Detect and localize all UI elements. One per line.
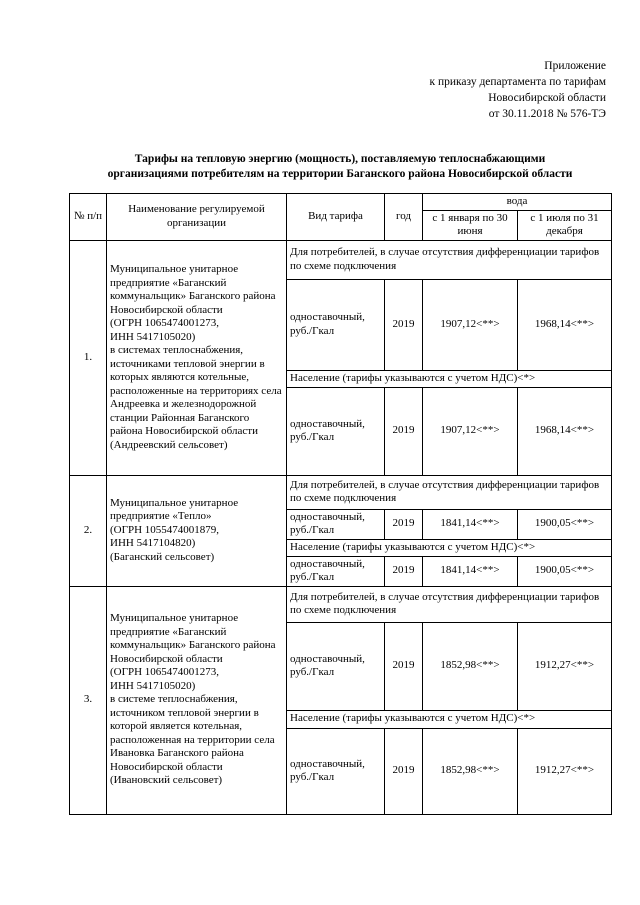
tariff-year: 2019 [385,622,423,710]
organization-line: в системах теплоснабжения, источниками тепловой энергии в которых являются котельные, расположенные на территориях села Андреевка и железнодорожной станции Районная Баганского района Новосибирской области [110,344,282,437]
header-org: Наименование регулируемой организации [107,194,287,241]
tariff-type: одноставочный, руб./Гкал [287,728,385,814]
organization-line: (ОГРН 1065474001273, [110,317,220,329]
organization-line: Муниципальное унитарное предприятие «Баганский коммунальщик» Баганского района Новосибирской области [110,612,276,665]
tariff-value-period-2: 1912,27<**> [518,622,612,710]
tariff-year: 2019 [385,279,423,370]
population-group-label: Население (тарифы указываются с учетом НДС)<*> [287,539,612,556]
tariff-type: одноставочный, руб./Гкал [287,279,385,370]
appendix-block [429,58,606,122]
header-period-2: с 1 июля по 31 декабря [518,210,612,240]
tariff-value-period-1: 1841,14<**> [423,509,518,539]
organization-line: (ОГРН 1065474001273, [110,666,220,679]
row-number: 1. [70,240,107,475]
tariff-table [69,193,612,815]
title-line: Тарифы на тепловую энергию (мощность), поставляемую теплоснабжающими [134,153,546,165]
organization-line: ИНН 5417105020) [110,679,196,692]
tariff-value-period-1: 1907,12<**> [423,279,518,370]
organization-line: ИНН 5417104820) [110,537,196,550]
tariff-value-period-1: 1841,14<**> [423,556,518,586]
organization-name [107,586,287,814]
tariff-type: одноставочный, руб./Гкал [287,387,385,475]
header-water: вода [423,194,612,211]
organization-line: (Андреевский сельсовет) [110,438,228,451]
organization-line: в системе теплоснабжения, источником тепловой энергии в которой является котельная, расположенная на территории села Ивановка Баганского района Новосибирской области [110,693,275,773]
tariff-type: одноставочный, руб./Гкал [287,556,385,586]
document-title [70,152,610,182]
appendix-line: Приложение [544,60,606,72]
tariff-year: 2019 [385,387,423,475]
tariff-year: 2019 [385,509,423,539]
tariff-value-period-2: 1912,27<**> [518,728,612,814]
tariff-value-period-1: 1852,98<**> [423,622,518,710]
population-group-label: Население (тарифы указываются с учетом НДС)<*> [287,710,612,728]
organization-name [107,475,287,586]
tariff-year: 2019 [385,728,423,814]
row-number: 2. [70,475,107,586]
row-number: 3. [70,586,107,814]
organization-line: (ОГРН 1055474001879, [110,523,220,536]
tariff-value-period-2: 1900,05<**> [518,509,612,539]
population-group-label: Население (тарифы указываются с учетом НДС)<*> [287,370,612,387]
tariff-value-period-1: 1907,12<**> [423,387,518,475]
tariff-type: одноставочный, руб./Гкал [287,622,385,710]
consumer-group-label: Для потребителей, в случае отсутствия дифференциации тарифов по схеме подключения [287,240,612,279]
header-period-1: с 1 января по 30 июня [423,210,518,240]
consumer-group-label: Для потребителей, в случае отсутствия дифференциации тарифов по схеме подключения [287,586,612,622]
header-year: год [385,194,423,241]
tariff-value-period-2: 1900,05<**> [518,556,612,586]
organization-line: Муниципальное унитарное предприятие «Баганский коммунальщик» Баганского района Новосибирской области [110,263,276,316]
organization-line: (Баганский сельсовет) [110,550,215,563]
tariff-value-period-2: 1968,14<**> [518,387,612,475]
header-tariff-type: Вид тарифа [287,194,385,241]
tariff-year: 2019 [385,556,423,586]
appendix-line: Новосибирской области [488,92,606,104]
tariff-value-period-2: 1968,14<**> [518,279,612,370]
consumer-group-label: Для потребителей, в случае отсутствия дифференциации тарифов по схеме подключения [287,475,612,509]
organization-name [107,240,287,475]
organization-line: ИНН 5417105020) [110,330,196,343]
tariff-type: одноставочный, руб./Гкал [287,509,385,539]
organization-line: Муниципальное унитарное предприятие «Тепло» [110,496,239,523]
appendix-line: к приказу департамента по тарифам [429,76,606,88]
header-num: № п/п [70,194,107,241]
title-line: организациями потребителям на территории Баганского района Новосибирской области [107,168,573,180]
organization-line: (Ивановский сельсовет) [110,774,223,787]
tariff-value-period-1: 1852,98<**> [423,728,518,814]
appendix-line: от 30.11.2018 № 576-ТЭ [488,108,606,120]
